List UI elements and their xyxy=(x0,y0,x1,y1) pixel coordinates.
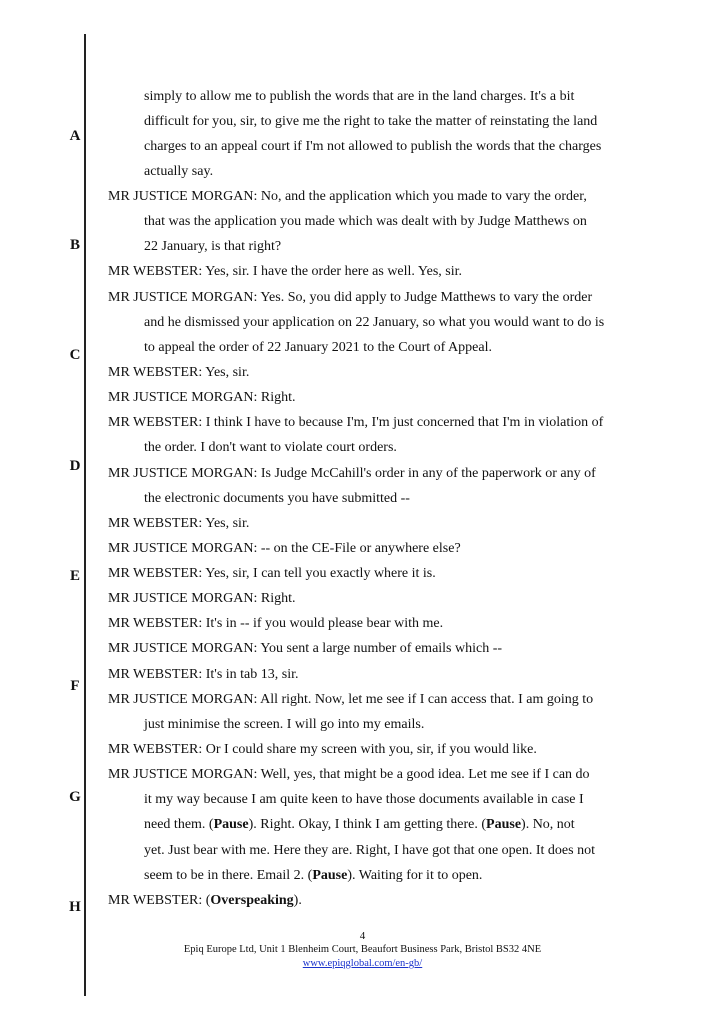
transcript-line: MR JUSTICE MORGAN: Yes. So, you did apply to Judge Matthews to vary the order xyxy=(108,290,593,305)
transcript-line: MR WEBSTER: Or I could share my screen with you, sir, if you would like. xyxy=(108,742,537,757)
margin-letter-e: E xyxy=(69,568,80,584)
transcript-line: MR JUSTICE MORGAN: Is Judge McCahill's order in any of the paperwork or any of xyxy=(108,466,596,481)
transcript-line: difficult for you, sir, to give me the right to take the matter of reinstating the land xyxy=(144,114,598,129)
transcript-line: MR JUSTICE MORGAN: -- on the CE-File or anywhere else? xyxy=(108,541,461,556)
transcript-line: seem to be in there. Email 2. (Pause). Waiting for it to open. xyxy=(144,868,483,883)
transcript-line: MR WEBSTER: It's in tab 13, sir. xyxy=(108,667,299,682)
footer-link[interactable]: www.epiqglobal.com/en-gb/ xyxy=(302,958,423,969)
transcript-line: MR WEBSTER: (Overspeaking). xyxy=(108,893,302,908)
margin-letter-d: D xyxy=(69,458,81,474)
margin-letter-b: B xyxy=(69,237,80,253)
transcript-line: MR JUSTICE MORGAN: You sent a large number of emails which -- xyxy=(108,641,503,656)
transcript-line: MR WEBSTER: I think I have to because I'm, I'm just concerned that I'm in violation of xyxy=(108,415,604,430)
transcript-line: MR WEBSTER: It's in -- if you would please bear with me. xyxy=(108,616,444,631)
transcript-line: it my way because I am quite keen to have those documents available in case I xyxy=(144,792,584,807)
transcript-line: MR WEBSTER: Yes, sir, I can tell you exactly where it is. xyxy=(108,566,436,581)
margin-letter-c: C xyxy=(69,347,81,363)
transcript-line: MR JUSTICE MORGAN: Right. xyxy=(108,390,296,405)
transcript-line: need them. (Pause). Right. Okay, I think I am getting there. (Pause). No, not xyxy=(144,817,575,832)
transcript-line: and he dismissed your application on 22 January, so what you would want to do is xyxy=(144,315,605,330)
transcript-line: MR WEBSTER: Yes, sir. xyxy=(108,516,250,531)
transcript-line: charges to an appeal court if I'm not allowed to publish the words that the charges xyxy=(144,139,602,154)
transcript-line: MR WEBSTER: Yes, sir. I have the order here as well. Yes, sir. xyxy=(108,264,462,279)
transcript-line: to appeal the order of 22 January 2021 to the Court of Appeal. xyxy=(144,340,492,355)
transcript-line: MR JUSTICE MORGAN: Well, yes, that might be a good idea. Let me see if I can do xyxy=(108,767,590,782)
margin-letter-h: H xyxy=(69,899,81,915)
margin-letter-f: F xyxy=(70,678,80,694)
transcript-line: the order. I don't want to violate court orders. xyxy=(144,440,397,455)
margin-rule xyxy=(84,34,86,996)
transcript-line: yet. Just bear with me. Here they are. Right, I have got that one open. It does not xyxy=(144,843,595,858)
transcript-line: just minimise the screen. I will go into my emails. xyxy=(144,717,425,732)
transcript-line: actually say. xyxy=(144,164,214,179)
transcript-line: MR WEBSTER: Yes, sir. xyxy=(108,365,250,380)
transcript-line: MR JUSTICE MORGAN: No, and the application which you made to vary the order, xyxy=(108,189,587,204)
footer-address: Epiq Europe Ltd, Unit 1 Blenheim Court, Beaufort Business Park, Bristol BS32 4NE xyxy=(183,944,542,955)
margin-letter-g: G xyxy=(69,789,81,805)
transcript-line: that was the application you made which was dealt with by Judge Matthews on xyxy=(144,214,587,229)
transcript-line: simply to allow me to publish the words that are in the land charges. It's a bit xyxy=(144,89,575,104)
transcript-line: MR JUSTICE MORGAN: All right. Now, let me see if I can access that. I am going to xyxy=(108,692,594,707)
transcript-line: MR JUSTICE MORGAN: Right. xyxy=(108,591,296,606)
margin-letter-a: A xyxy=(69,128,81,144)
page-number: 4 xyxy=(359,930,366,942)
transcript-line: 22 January, is that right? xyxy=(144,239,282,254)
transcript-line: the electronic documents you have submitted -- xyxy=(144,491,410,506)
